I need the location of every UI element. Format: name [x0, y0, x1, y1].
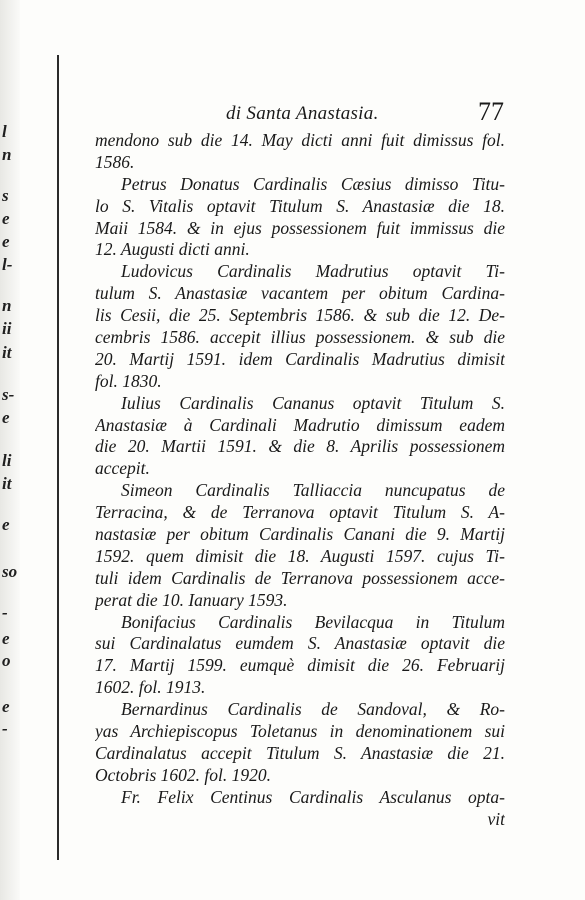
text-line: Anastasiæ à Cardinali Madrutio dimissum eadem — [95, 414, 505, 435]
text-line: Simeon Cardinalis Talliaccia nuncupatus de — [121, 480, 505, 501]
running-head: di Santa Anastasia. — [226, 103, 379, 124]
page-fold-line — [57, 55, 59, 860]
text-line: 1602. fol. 1913. — [95, 677, 206, 698]
bleed-char: e — [2, 232, 10, 251]
text-line: die 20. Martii 1591. & die 8. Aprilis possessionem — [95, 436, 505, 457]
text-line: 17. Martij 1599. eumquè dimisit die 26. Februarij — [95, 655, 505, 676]
text-line: Bonifacius Cardinalis Bevilacqua in Titulum — [121, 611, 505, 632]
bleed-char: li — [2, 451, 12, 470]
bleed-char: e — [2, 697, 10, 716]
text-line: yas Archiepiscopus Toletanus in denominationem sui — [95, 721, 505, 742]
bleed-char: n — [2, 296, 12, 315]
bleed-char: so — [2, 562, 18, 581]
bleed-char: e — [2, 629, 10, 648]
text-line: Fr. Felix Centinus Cardinalis Asculanus opta- — [121, 786, 505, 807]
text-line: cembris 1586. accepit illius possessionem. & sub die — [95, 327, 505, 348]
text-line: lo S. Vitalis optavit Titulum S. Anastasiæ die 18. — [95, 195, 505, 216]
bleed-char: it — [2, 474, 12, 493]
text-line: 12. Augusti dicti anni. — [95, 239, 250, 260]
text-line: fol. 1830. — [95, 370, 162, 391]
bleed-char: s — [2, 186, 9, 205]
bleed-char: e — [2, 209, 10, 228]
text-line: accepit. — [95, 458, 150, 479]
body-text — [95, 130, 505, 831]
bleed-char: it — [2, 343, 12, 362]
text-line: Bernardinus Cardinalis de Sandoval, & Ro- — [121, 699, 505, 720]
bleed-char: l- — [2, 255, 13, 274]
bleed-char: e — [2, 408, 10, 427]
text-line: tuli idem Cardinalis de Terranova possessionem acce- — [95, 567, 505, 588]
text-line: 1586. — [95, 151, 135, 172]
text-line: Octobris 1602. fol. 1920. — [95, 764, 271, 785]
text-line: 20. Martij 1591. idem Cardinalis Madrutius dimisit — [95, 348, 505, 369]
text-line: mendono sub die 14. May dicti anni fuit dimissus fol. — [95, 130, 505, 150]
text-line: nastasiæ per obitum Cardinalis Canani die 9. Martij — [95, 524, 505, 545]
text-line: sui Cardinalatus eumdem S. Anastasiæ optavit die — [95, 633, 505, 654]
text-line: Maii 1584. & in ejus possessionem fuit immissus die — [95, 217, 505, 238]
bleed-char: e — [2, 515, 10, 534]
text-line: Ludovicus Cardinalis Madrutius optavit Ti- — [121, 261, 505, 282]
text-line: lis Cesii, die 25. Septembris 1586. & sub die 12. De- — [95, 305, 505, 326]
text-line: perat die 10. Ianuary 1593. — [95, 589, 288, 610]
text-line: Iulius Cardinalis Cananus optavit Titulum S. — [121, 392, 505, 413]
bleed-char: ii — [2, 319, 12, 338]
page-number: 77 — [478, 97, 504, 126]
text-line: Cardinalatus accepit Titulum S. Anastasiæ die 21. — [95, 742, 505, 763]
bleed-char: - — [2, 603, 8, 622]
bleed-char: o — [2, 651, 11, 670]
text-line: tulum S. Anastasiæ vacantem per obitum Cardina- — [95, 283, 505, 304]
bleed-char: l — [2, 122, 7, 141]
text-line: Terracina, & de Terranova optavit Titulum S. A- — [95, 502, 505, 523]
bleed-char: s- — [2, 385, 15, 404]
bleed-char: n — [2, 145, 12, 164]
bleed-char: - — [2, 719, 8, 738]
text-line: Petrus Donatus Cardinalis Cæsius dimisso Titu- — [121, 173, 505, 194]
catchword: vit — [487, 808, 505, 829]
facing-page-bleed — [0, 0, 22, 900]
text-line: 1592. quem dimisit die 18. Augusti 1597. cujus Ti- — [95, 545, 505, 566]
